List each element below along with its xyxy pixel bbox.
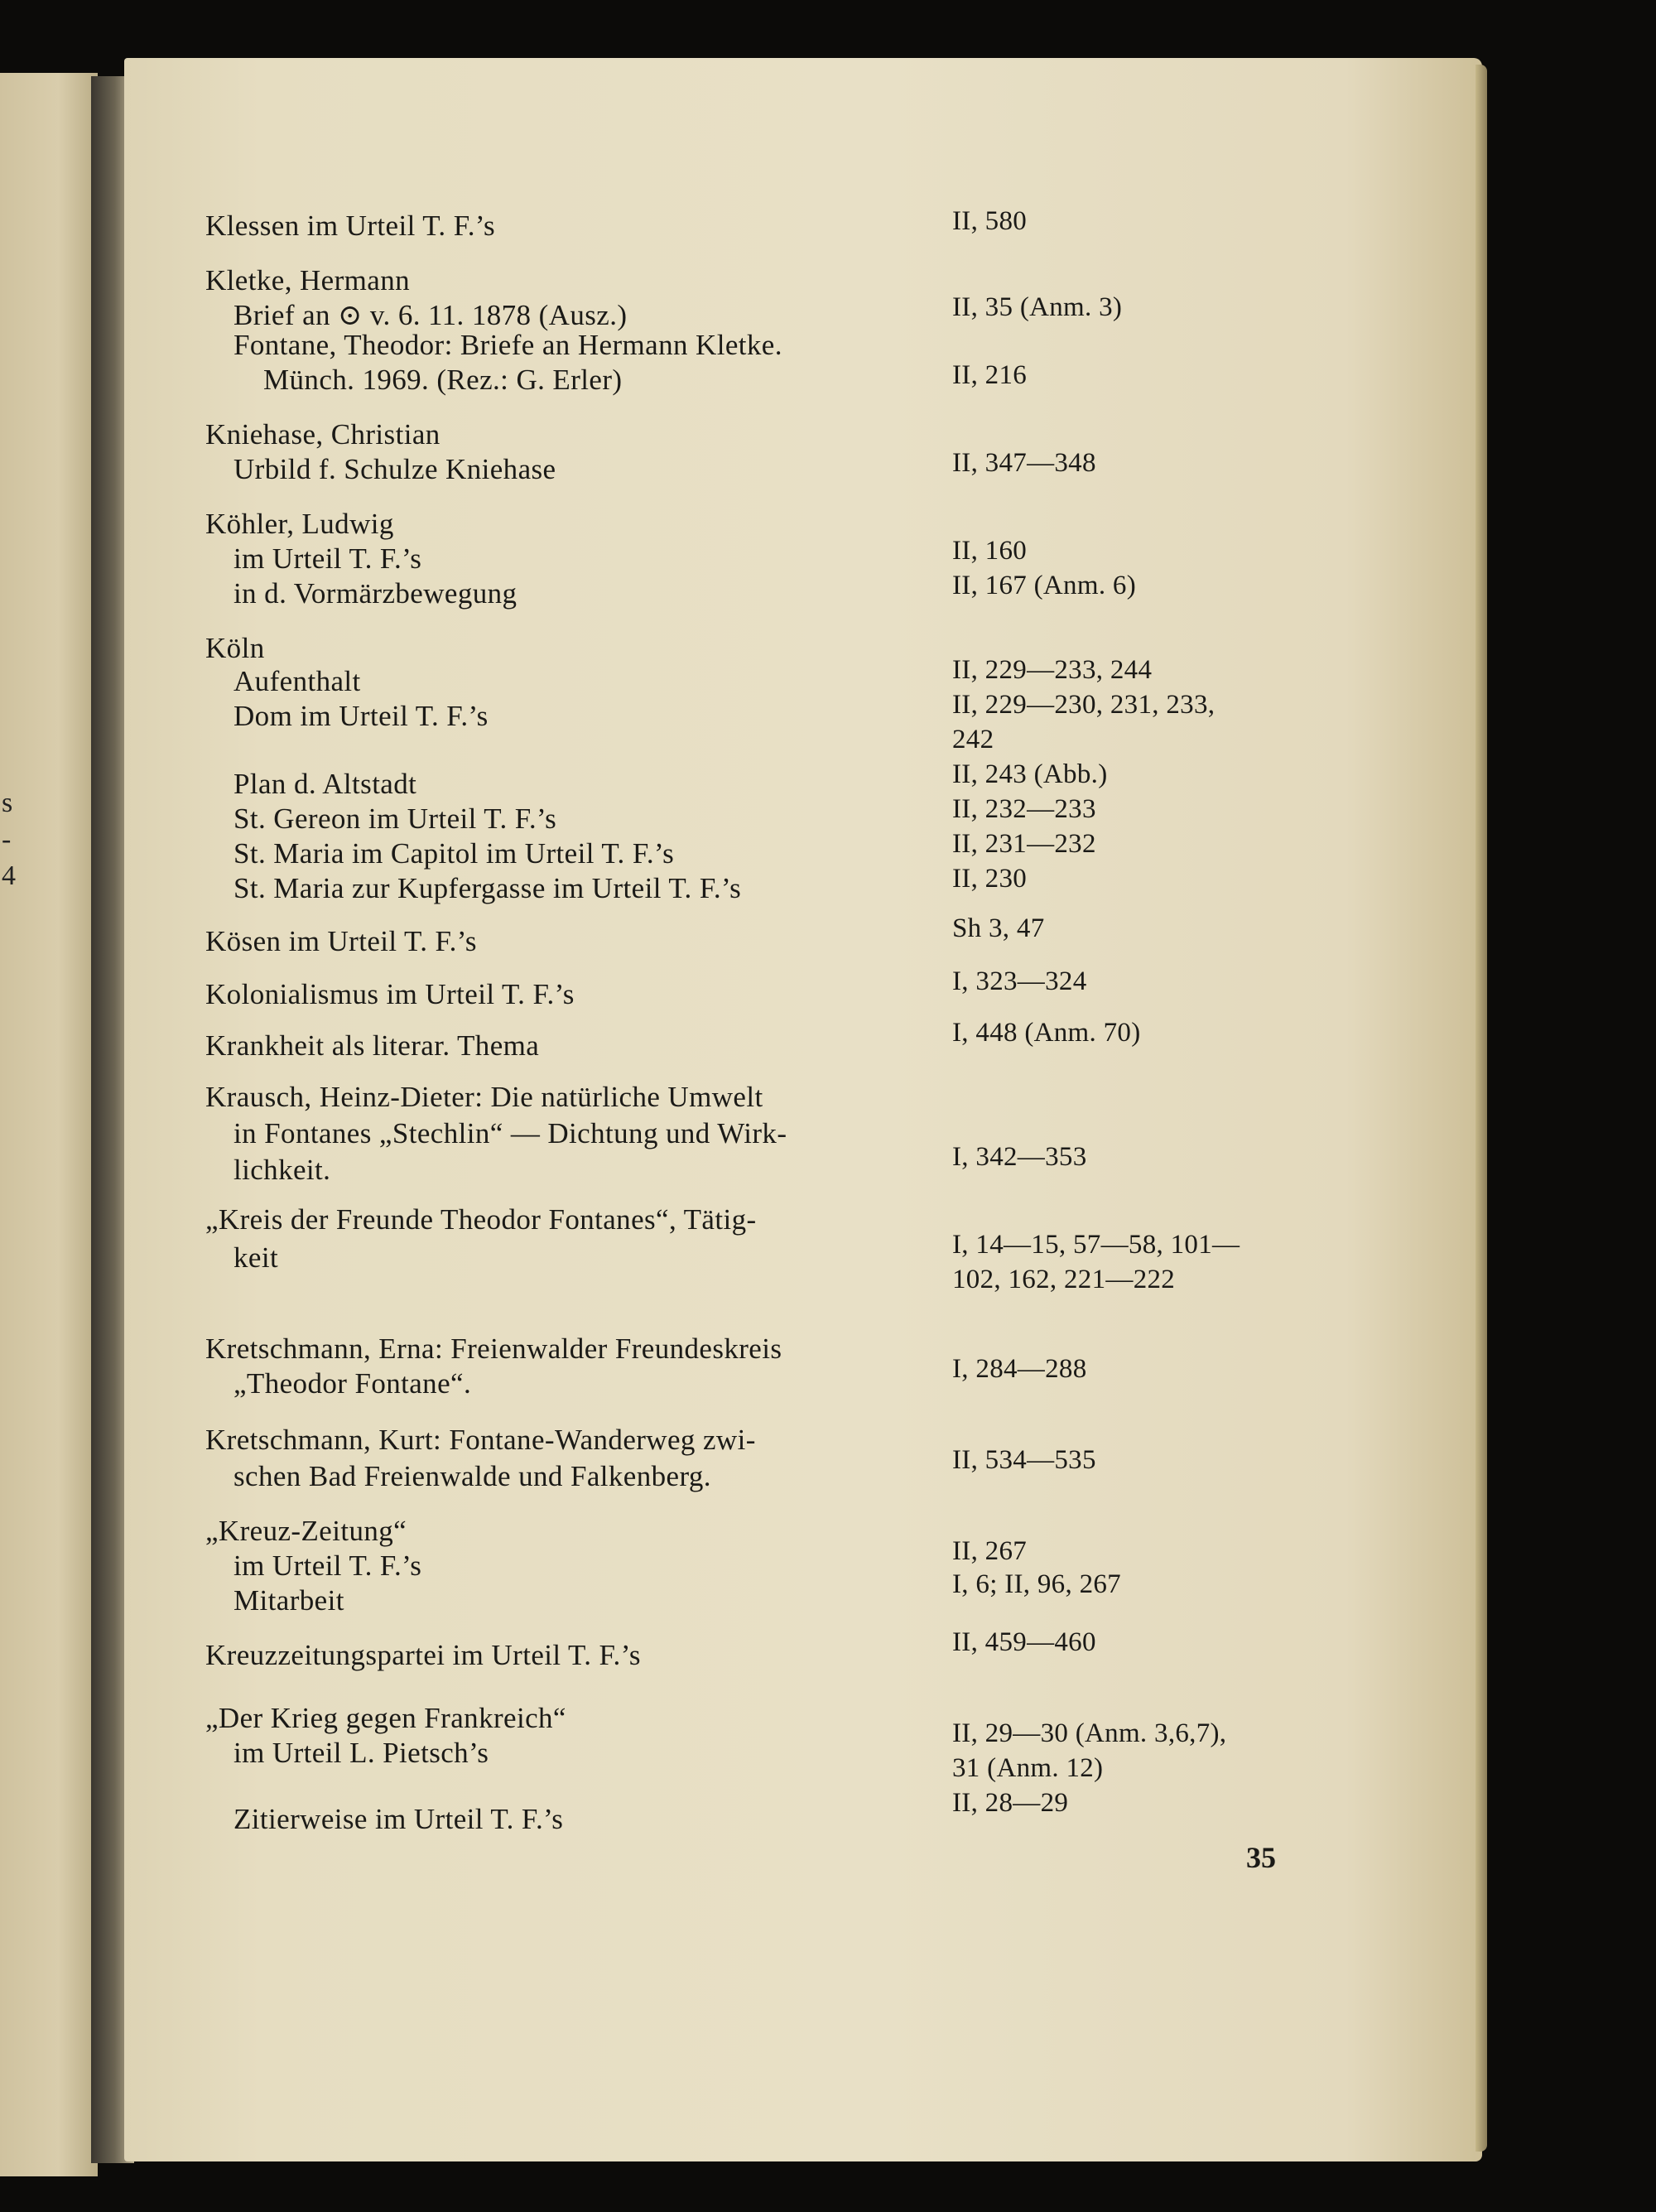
entry-reference: II, 232—233 (952, 794, 1096, 824)
entry-subline: Urbild f. Schulze Kniehase (233, 453, 556, 485)
entry-reference: 242 (952, 725, 994, 754)
entry-heading: Kretschmann, Kurt: Fontane-Wanderweg zwi- (205, 1424, 756, 1456)
entry-subline: Plan d. Altstadt (233, 768, 417, 800)
entry-heading: Kniehase, Christian (205, 418, 440, 451)
entry-reference: Sh 3, 47 (952, 913, 1045, 943)
entry-subline: Dom im Urteil T. F.’s (233, 700, 489, 732)
entry-heading: Krausch, Heinz-Dieter: Die natürliche Umwelt (205, 1081, 763, 1113)
entry-reference: II, 29—30 (Anm. 3,6,7), (952, 1718, 1227, 1748)
entry-subline: lichkeit. (233, 1154, 331, 1186)
entry-reference: II, 347—348 (952, 448, 1096, 478)
entry-subline: Mitarbeit (233, 1584, 344, 1617)
entry-subline: keit (233, 1241, 279, 1274)
entry-reference: I, 6; II, 96, 267 (952, 1569, 1121, 1599)
entry-subline: im Urteil T. F.’s (233, 542, 422, 575)
entry-heading: Kolonialismus im Urteil T. F.’s (205, 978, 575, 1010)
entry-reference: II, 229—230, 231, 233, (952, 690, 1216, 720)
entry-reference: II, 580 (952, 206, 1028, 236)
entry-heading: Krankheit als literar. Thema (205, 1029, 540, 1062)
entry-subline: St. Maria zur Kupfergasse im Urteil T. F.’s (233, 872, 742, 904)
entry-heading: Köln (205, 632, 265, 664)
entry-reference: I, 323—324 (952, 966, 1087, 996)
entry-reference: II, 230 (952, 864, 1028, 894)
entry-reference: II, 229—233, 244 (952, 655, 1153, 685)
entry-subline: „Theodor Fontane“. (233, 1367, 472, 1400)
entry-subline: im Urteil L. Pietsch’s (233, 1737, 489, 1769)
entry-heading: Kretschmann, Erna: Freienwalder Freundeskreis (205, 1333, 782, 1365)
entry-subline: Fontane, Theodor: Briefe an Hermann Kletke. (233, 329, 782, 361)
entry-reference: II, 267 (952, 1536, 1028, 1566)
page-number: 35 (1246, 1841, 1276, 1874)
entry-heading: Kletke, Hermann (205, 264, 411, 296)
entry-heading: Kösen im Urteil T. F.’s (205, 925, 477, 957)
entry-heading: „Kreis der Freunde Theodor Fontanes“, Tätig- (205, 1203, 757, 1236)
entry-reference: II, 28—29 (952, 1788, 1069, 1818)
entry-heading: Klessen im Urteil T. F.’s (205, 210, 496, 242)
entry-reference: 31 (Anm. 12) (952, 1753, 1104, 1783)
entry-reference: I, 14—15, 57—58, 101— (952, 1230, 1240, 1260)
entry-reference: II, 534—535 (952, 1445, 1096, 1475)
entry-reference: II, 167 (Anm. 6) (952, 571, 1137, 600)
entry-heading: „Kreuz-Zeitung“ (205, 1515, 407, 1547)
entry-subline: St. Maria im Capitol im Urteil T. F.’s (233, 837, 675, 870)
entry-heading: „Der Krieg gegen Frankreich“ (205, 1702, 566, 1734)
left-page-marks: s - 4 (2, 788, 16, 891)
entry-subline: Brief an ⊙ v. 6. 11. 1878 (Ausz.) (233, 299, 628, 331)
entry-subline: Münch. 1969. (Rez.: G. Erler) (263, 364, 623, 396)
entry-reference: I, 448 (Anm. 70) (952, 1018, 1141, 1048)
entry-subline: schen Bad Freienwalde und Falkenberg. (233, 1460, 711, 1492)
entry-subline: in d. Vormärzbewegung (233, 577, 518, 610)
entry-reference: II, 160 (952, 536, 1028, 566)
entry-reference: II, 243 (Abb.) (952, 759, 1108, 789)
entry-subline: Aufenthalt (233, 665, 361, 697)
entry-heading: Kreuzzeitungspartei im Urteil T. F.’s (205, 1639, 641, 1671)
entry-subline: Zitierweise im Urteil T. F.’s (233, 1803, 564, 1835)
entry-reference: II, 231—232 (952, 829, 1096, 859)
entry-reference: II, 35 (Anm. 3) (952, 292, 1123, 322)
entry-reference: II, 459—460 (952, 1627, 1096, 1657)
entry-reference: I, 342—353 (952, 1142, 1087, 1172)
entry-heading: Köhler, Ludwig (205, 508, 394, 540)
entry-reference: II, 216 (952, 360, 1028, 390)
entry-reference: I, 284—288 (952, 1354, 1087, 1384)
entry-subline: in Fontanes „Stechlin“ — Dichtung und Wirk- (233, 1117, 787, 1149)
entry-subline: im Urteil T. F.’s (233, 1549, 422, 1582)
entry-reference: 102, 162, 221—222 (952, 1265, 1176, 1294)
entry-subline: St. Gereon im Urteil T. F.’s (233, 802, 557, 835)
